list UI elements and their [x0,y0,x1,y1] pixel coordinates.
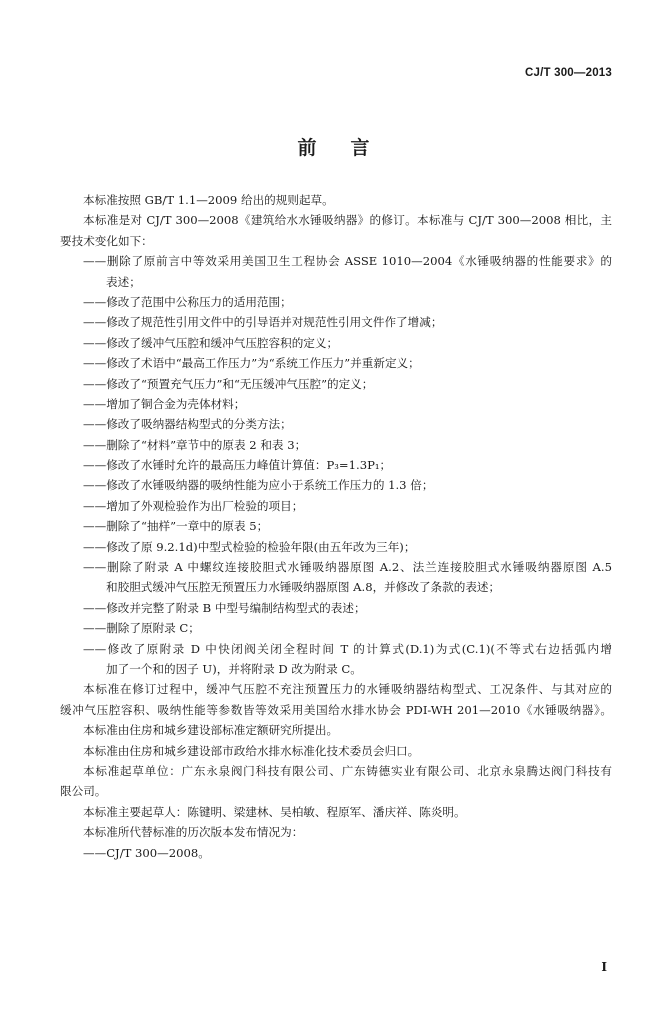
paragraph-line: 要技术变化如下： [60,233,153,248]
list-item: ——删除了附录 A 中螺纹连接胶胆式水锤吸纳器原图 A.2、法兰连接胶胆式水锤吸纳器原图 A.5 [83,560,612,575]
document-code: CJ/T 300—2013 [525,67,612,79]
list-item: ——删除了“抽样”一章中的原表 5； [83,519,269,534]
list-item: ——修改了缓冲气压腔和缓冲气压腔容积的定义； [83,335,339,350]
list-item: ——修改了范围中公称压力的适用范围； [83,294,292,309]
list-item: ——修改了水锤时允许的最高压力峰值计算值：P₃=1.3P₁； [83,458,392,473]
list-item: ——修改了原附录 D 中快闭阀关闭全程时间 T 的计算式(D.1)为式(C.1)(不等式右边括弧内增 [83,641,612,656]
list-item: ——修改了术语中“最高工作压力”为“系统工作压力”并重新定义； [83,356,420,371]
paragraph-line: 本标准按照 GB/T 1.1—2009 给出的规则起草。 [83,193,334,207]
list-item: ——删除了原附录 C； [83,621,200,636]
list-item: ——删除了原前言中等效采用美国卫生工程协会 ASSE 1010—2004《水锤吸纳器的性能要求》的 [83,254,612,269]
paragraph-line: 本标准起草单位：广东永泉阀门科技有限公司、广东铸德实业有限公司、北京永泉腾达阀门科技有 [83,763,612,778]
list-item-continuation: 加了一个和的因子 U)，并将附录 D 改为附录 C。 [106,661,362,676]
paragraph-line: 限公司。 [60,784,107,799]
list-item: ——修改了吸纳器结构型式的分类方法； [83,417,292,432]
paragraph-line: 本标准在修订过程中，缓冲气压腔不充注预置压力的水锤吸纳器结构型式、工况条件、与其对应的 [83,682,612,697]
list-item: ——增加了铜合金为壳体材料； [83,396,246,411]
foreword-body [60,190,612,863]
list-item: ——修改了水锤吸纳器的吸纳性能为应小于系统工作压力的 1.3 倍； [83,478,434,493]
list-item-continuation: 表述； [106,274,141,289]
paragraph-line: 本标准所代替标准的历次版本发布情况为： [83,825,304,840]
list-item: ——修改并完整了附录 B 中型号编制结构型式的表述； [83,600,366,615]
list-item: ——修改了“预置充气压力”和“无压缓冲气压腔”的定义； [83,376,374,391]
list-item: ——增加了外观检验作为出厂检验的项目； [83,498,304,513]
list-item-continuation: 和胶胆式缓冲气压腔无预置压力水锤吸纳器原图 A.8，并修改了条款的表述； [106,580,501,595]
paragraph-line: 本标准由住房和城乡建设部市政给水排水标准化技术委员会归口。 [83,743,420,758]
list-item: ——CJ/T 300—2008。 [83,845,210,860]
paragraph-line: 缓冲气压腔容积、吸纳性能等参数皆等效采用美国给水排水协会 PDI-WH 201—2010《水锤吸纳器》。 [60,702,612,717]
list-item: ——删除了“材料”章节中的原表 2 和表 3； [83,437,307,452]
page-title: 前言 [297,137,404,159]
paragraph-line: 本标准主要起草人：陈键明、梁建林、吴柏敏、程原军、潘庆祥、陈炎明。 [83,804,466,819]
list-item: ——修改了规范性引用文件中的引导语并对规范性引用文件作了增减； [83,315,443,330]
paragraph-line: 本标准由住房和城乡建设部标准定额研究所提出。 [83,723,339,738]
list-item: ——修改了原 9.2.1d)中型式检验的检验年限(由五年改为三年)； [83,539,416,554]
paragraph-line: 本标准是对 CJ/T 300—2008《建筑给水水锤吸纳器》的修订。本标准与 CJ/T 300—2008 相比，主 [83,213,612,228]
page-number: I [601,960,607,974]
